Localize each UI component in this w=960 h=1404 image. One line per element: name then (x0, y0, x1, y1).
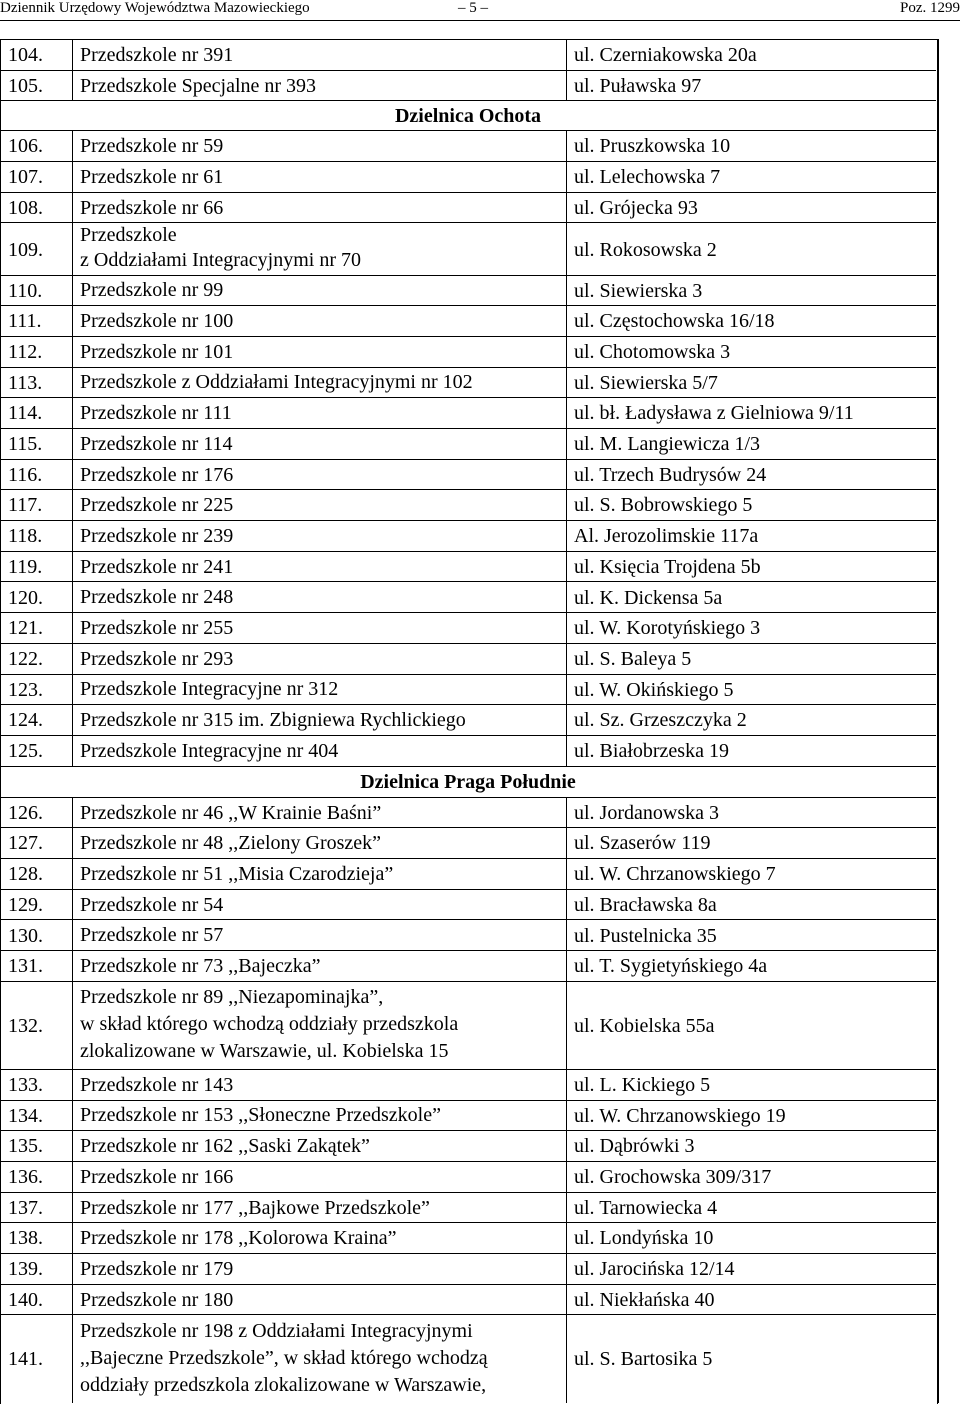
kindergarten-name (80, 892, 223, 919)
table-row (0, 921, 936, 952)
table-row (0, 583, 936, 614)
table-row (0, 1316, 936, 1404)
kindergarten-address: ul. Częstochowska 16/18 (574, 310, 775, 333)
kindergarten-name (80, 738, 338, 765)
name-line: Przedszkole nr 99 (80, 279, 224, 302)
table-row (0, 276, 936, 307)
position-number: Poz. 1299 (900, 0, 960, 16)
row-number: 120. (8, 586, 43, 609)
row-number: 127. (8, 832, 43, 855)
name-line: Przedszkole nr 153 ,,Słoneczne Przedszkole” (80, 1104, 441, 1127)
kindergarten-address: ul. W. Chrzanowskiego 7 (574, 863, 776, 886)
section-heading: Dzielnica Ochota (0, 101, 936, 131)
name-line: ,,Bajeczne Przedszkole”, w skład którego wchodzą (80, 1346, 488, 1369)
kindergarten-address: ul. Dąbrówki 3 (574, 1135, 695, 1158)
name-line: Przedszkole nr 59 (80, 135, 224, 158)
table-row (0, 306, 936, 337)
kindergarten-name (80, 431, 233, 458)
column-divider (72, 131, 73, 766)
kindergarten-name (80, 1225, 397, 1252)
kindergarten-address: ul. Jarocińska 12/14 (574, 1258, 735, 1281)
kindergarten-name (80, 1164, 233, 1191)
table-row (0, 798, 936, 829)
kindergarten-name (80, 42, 233, 69)
kindergarten-address: ul. Siewierska 3 (574, 279, 703, 302)
kindergarten-address: ul. S. Bobrowskiego 5 (574, 494, 753, 517)
column-divider (566, 131, 567, 766)
name-line: Przedszkole nr 225 (80, 494, 234, 517)
name-line: Przedszkole nr 177 ,,Bajkowe Przedszkole” (80, 1196, 430, 1219)
table-row (0, 1101, 936, 1132)
kindergarten-name (80, 164, 223, 191)
row-number: 132. (8, 1014, 43, 1037)
name-line: Przedszkole nr 239 (80, 524, 234, 547)
kindergarten-address: ul. Jordanowska 3 (574, 801, 719, 824)
kindergarten-name (80, 1133, 370, 1160)
kindergarten-address: ul. W. Chrzanowskiego 19 (574, 1104, 786, 1127)
kindergarten-address: ul. T. Sygietyńskiego 4a (574, 955, 768, 978)
kindergarten-address: ul. W. Okińskiego 5 (574, 678, 734, 701)
name-line: Przedszkole nr 391 (80, 43, 234, 66)
kindergarten-name (80, 922, 223, 949)
kindergarten-name (80, 707, 466, 734)
table-row (0, 613, 936, 644)
name-line: Przedszkole nr 66 (80, 196, 224, 219)
name-line: Przedszkole Integracyjne nr 404 (80, 739, 339, 762)
name-line: Przedszkole nr 57 (80, 924, 224, 947)
name-line: Przedszkole nr 241 (80, 555, 234, 578)
name-line: Przedszkole z Oddziałami Integracyjnymi nr 102 (80, 371, 473, 394)
row-number: 137. (8, 1196, 43, 1219)
kindergarten-name (80, 133, 223, 160)
table-row (0, 131, 936, 162)
table-row (0, 890, 936, 921)
row-number: 130. (8, 924, 43, 947)
row-number: 128. (8, 863, 43, 886)
row-number: 134. (8, 1104, 43, 1127)
name-line: Przedszkole nr 61 (80, 165, 224, 188)
kindergarten-name (80, 1256, 233, 1283)
table-outer-rule (938, 39, 939, 1403)
kindergarten-name (80, 1102, 441, 1129)
row-number: 124. (8, 709, 43, 732)
table-row (0, 193, 936, 224)
row-number: 104. (8, 44, 43, 66)
page-number: – 5 – (458, 0, 488, 16)
row-number: 122. (8, 647, 43, 670)
kindergarten-name (80, 462, 233, 489)
table-row (0, 71, 936, 102)
kindergarten-address: ul. W. Korotyńskiego 3 (574, 617, 761, 640)
kindergarten-name (80, 1287, 233, 1314)
kindergarten-address: ul. Puławska 97 (574, 74, 702, 97)
name-line: Przedszkole nr 143 (80, 1073, 234, 1096)
name-line: Przedszkole nr 315 im. Zbigniewa Rychlickiego (80, 709, 466, 732)
table-row (0, 224, 936, 276)
row-number: 108. (8, 196, 43, 219)
kindergarten-address: ul. L. Kickiego 5 (574, 1073, 711, 1096)
kindergarten-name (80, 953, 320, 980)
table-row (0, 1285, 936, 1316)
name-line: Przedszkole nr 179 (80, 1257, 234, 1280)
kindergarten-address: ul. Rokosowska 2 (574, 238, 717, 261)
table-row (0, 675, 936, 706)
row-number: 107. (8, 166, 43, 189)
kindergarten-name (80, 523, 233, 550)
table-row (0, 40, 936, 71)
row-number: 119. (8, 555, 43, 578)
kindergarten-name (80, 1072, 233, 1099)
row-number: 106. (8, 135, 43, 158)
table-row (0, 1223, 936, 1254)
kindergarten-address: ul. Chotomowska 3 (574, 340, 731, 363)
kindergarten-address: ul. Szaserów 119 (574, 832, 711, 855)
column-divider (72, 798, 73, 1403)
kindergarten-address: ul. Kobielska 55a (574, 1014, 715, 1037)
column-divider (72, 40, 73, 101)
row-number: 133. (8, 1073, 43, 1096)
row-number: 126. (8, 801, 43, 824)
table-row (0, 398, 936, 429)
name-line: Przedszkole nr 178 ,,Kolorowa Kraina” (80, 1227, 397, 1250)
kindergarten-name (80, 1195, 430, 1222)
name-line: Przedszkole nr 114 (80, 432, 233, 455)
table-row (0, 460, 936, 491)
table-row (0, 552, 936, 583)
row-number: 118. (8, 525, 43, 548)
table-row (0, 1193, 936, 1224)
kindergarten-name (80, 339, 233, 366)
kindergarten-address: ul. Siewierska 5/7 (574, 371, 718, 394)
row-number: 112. (8, 340, 43, 363)
row-number: 138. (8, 1227, 43, 1250)
kindergarten-address: ul. Czerniakowska 20a (574, 44, 757, 66)
table-row (0, 736, 936, 767)
header-rule (0, 20, 960, 21)
kindergarten-name (80, 277, 223, 304)
table-row (0, 644, 936, 675)
table-row (0, 490, 936, 521)
row-number: 121. (8, 617, 43, 640)
page-header (0, 0, 960, 28)
table-row (0, 368, 936, 399)
name-line: Przedszkole nr 54 (80, 893, 224, 916)
name-line: Przedszkole nr 162 ,,Saski Zakątek” (80, 1135, 370, 1158)
kindergarten-name (80, 223, 361, 273)
kindergarten-address: ul. S. Bartosika 5 (574, 1347, 713, 1370)
kindergarten-address: ul. Pustelnicka 35 (574, 924, 717, 947)
name-line: z Oddziałami Integracyjnymi nr 70 (80, 248, 362, 271)
row-number: 141. (8, 1347, 43, 1370)
kindergarten-name (80, 584, 233, 611)
row-number: 111. (8, 310, 42, 333)
kindergarten-address: ul. Białobrzeska 19 (574, 740, 729, 762)
name-line: w skład którego wchodzą oddziały przedszkola (80, 1012, 459, 1035)
section-heading: Dzielnica Praga Południe (0, 767, 936, 798)
table-row (0, 337, 936, 368)
row-number: 125. (8, 740, 43, 762)
row-number: 129. (8, 893, 43, 916)
row-number: 113. (8, 371, 43, 394)
table-row (0, 1131, 936, 1162)
table-row (0, 521, 936, 552)
kindergarten-address: ul. Grochowska 309/317 (574, 1166, 772, 1188)
kindergarten-name (80, 646, 233, 673)
kindergarten-address: ul. Niekłańska 40 (574, 1288, 715, 1311)
kindergarten-name (80, 554, 233, 581)
table-row (0, 951, 936, 982)
name-line: Przedszkole nr 73 ,,Bajeczka” (80, 955, 321, 978)
kindergarten-name (80, 308, 233, 335)
name-line: Przedszkole Integracyjne nr 312 (80, 678, 339, 701)
kindergarten-address: ul. Sz. Grzeszczyka 2 (574, 709, 747, 732)
kindergarten-address: ul. M. Langiewicza 1/3 (574, 433, 761, 455)
column-divider (566, 40, 567, 101)
row-number: 114. (8, 402, 43, 425)
kindergarten-name (80, 400, 232, 427)
kindergarten-name (80, 830, 381, 857)
kindergarten-name (80, 492, 233, 519)
name-line: Przedszkole nr 111 (80, 402, 232, 425)
kindergarten-address: ul. K. Dickensa 5a (574, 586, 723, 609)
name-line: Przedszkole nr 198 z Oddziałami Integracyjnymi (80, 1319, 473, 1342)
name-line: Przedszkole (80, 223, 177, 246)
name-line: Przedszkole nr 101 (80, 340, 234, 363)
row-number: 131. (8, 955, 43, 978)
name-line: Przedszkole nr 248 (80, 586, 234, 609)
table-row (0, 982, 936, 1070)
kindergarten-name (80, 615, 233, 642)
kindergarten-address: ul. Lelechowska 7 (574, 166, 721, 189)
row-number: 110. (8, 279, 43, 302)
kindergarten-name (80, 195, 223, 222)
name-line: Przedszkole nr 176 (80, 463, 234, 486)
name-line: Przedszkole nr 46 ,,W Krainie Baśni” (80, 801, 382, 824)
name-line: oddziały przedszkola zlokalizowane w Warszawie, (80, 1373, 487, 1396)
name-line: Przedszkole nr 255 (80, 617, 234, 640)
name-line: Przedszkole nr 180 (80, 1288, 234, 1311)
kindergarten-address: ul. Tarnowiecka 4 (574, 1196, 718, 1219)
row-number: 116. (8, 463, 43, 486)
kindergarten-name (80, 800, 381, 827)
journal-title: Dziennik Urzędowy Województwa Mazowieckiego (0, 0, 310, 16)
name-line: Przedszkole Specjalne nr 393 (80, 74, 317, 97)
column-divider (566, 798, 567, 1403)
kindergarten-address: ul. Pruszkowska 10 (574, 135, 731, 158)
row-number: 123. (8, 678, 43, 701)
table-row (0, 1070, 936, 1101)
kindergarten-address: ul. Księcia Trojdena 5b (574, 555, 761, 578)
table-row (0, 859, 936, 890)
kindergarten-address: ul. Trzech Budrysów 24 (574, 463, 767, 486)
kindergarten-address: ul. Grójecka 93 (574, 196, 698, 219)
name-line: zlokalizowane w Warszawie, ul. Kobielska 15 (80, 1039, 449, 1062)
table-row (0, 429, 936, 460)
name-line: Przedszkole nr 89 ,,Niezapominajka”, (80, 985, 384, 1008)
kindergarten-address: ul. Londyńska 10 (574, 1227, 714, 1250)
row-number: 115. (8, 433, 43, 455)
kindergarten-name (80, 73, 316, 100)
row-number: 139. (8, 1258, 43, 1281)
row-number: 117. (8, 494, 43, 517)
table-row (0, 828, 936, 859)
kindergarten-name (80, 676, 338, 703)
table-row (0, 1254, 936, 1285)
row-number: 109. (8, 238, 43, 261)
kindergarten-name (80, 984, 458, 1065)
kindergarten-name (80, 1318, 488, 1399)
kindergarten-address: ul. bł. Ładysława z Gielniowa 9/11 (574, 402, 854, 425)
name-line: Przedszkole nr 166 (80, 1165, 234, 1188)
name-line: Przedszkole nr 100 (80, 310, 234, 333)
name-line: Przedszkole nr 51 ,,Misia Czarodzieja” (80, 862, 394, 885)
kindergarten-name (80, 369, 473, 396)
kindergarten-address: ul. Bracławska 8a (574, 893, 717, 916)
table-row (0, 162, 936, 193)
row-number: 135. (8, 1135, 43, 1158)
row-number: 140. (8, 1288, 43, 1311)
table-row (0, 1162, 936, 1193)
row-number: 105. (8, 74, 43, 97)
name-line: Przedszkole nr 293 (80, 647, 234, 670)
kindergarten-address: Al. Jerozolimskie 117a (574, 525, 759, 548)
table-row (0, 705, 936, 736)
name-line: Przedszkole nr 48 ,,Zielony Groszek” (80, 832, 382, 855)
kindergarten-name (80, 861, 393, 888)
row-number: 136. (8, 1166, 43, 1188)
kindergarten-address: ul. S. Baleya 5 (574, 647, 692, 670)
